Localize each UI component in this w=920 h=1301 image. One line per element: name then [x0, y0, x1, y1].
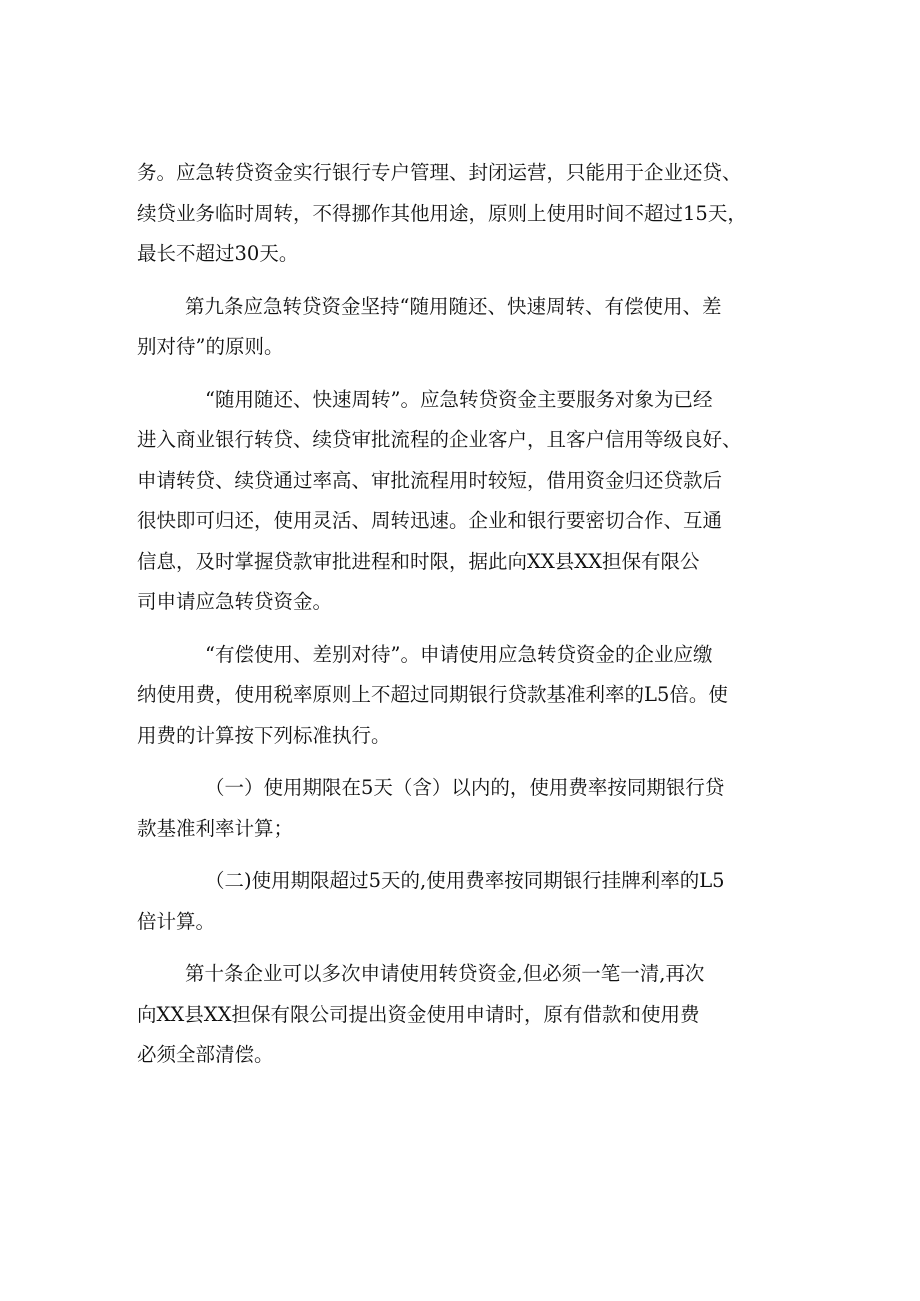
- text-line: 倍计算。: [137, 909, 216, 933]
- paragraph-item-2: [137, 861, 787, 942]
- document-body: [137, 153, 787, 1076]
- text-line: 向XX县XX担保有限公司提出资金使用申请时，原有借款和使用费: [137, 1002, 700, 1026]
- text-line: 别对待”的原则。: [137, 335, 284, 358]
- text-line: 申请转贷、续贷通过率高、审批流程用时较短，借用资金归还贷款后: [137, 468, 723, 492]
- paragraph-article-9: [137, 287, 787, 368]
- text-line: 必须全部清偿。: [137, 1043, 274, 1066]
- text-line: 最长不超过30天。: [137, 242, 299, 265]
- text-line: 第十条企业可以多次申请使用转贷资金,但必须一笔一清,再次: [185, 962, 705, 985]
- text-line: 款基准利率计算；: [137, 816, 294, 840]
- text-line: 进入商业银行转贷、续贷审批流程的企业客户，且客户信用等级良好、: [137, 428, 742, 451]
- text-line: 续贷业务临时周转，不得挪作其他用途，原则上使用时间不超过15天，: [137, 201, 747, 225]
- text-line: （一）使用期限在5天（含）以内的，使用费率按同期银行贷: [205, 776, 725, 799]
- paragraph-continuation: [137, 153, 787, 275]
- text-line: “随用随还、快速周转”。应急转贷资金主要服务对象为已经: [205, 387, 713, 411]
- text-line: 司申请应急转贷资金。: [137, 590, 333, 613]
- text-line: 务。应急转贷资金实行银行专户管理、封闭运营，只能用于企业还贷、: [137, 161, 742, 184]
- text-line: 用费的计算按下列标准执行。: [137, 723, 391, 747]
- paragraph-article-10: [137, 954, 787, 1076]
- text-line: “有偿使用、差别对待”。申请使用应急转贷资金的企业应缴: [205, 642, 713, 666]
- text-line: 纳使用费，使用税率原则上不超过同期银行贷款基准利率的L5倍。使: [137, 683, 728, 706]
- text-line: 很快即可归还，使用灵活、周转迅速。企业和银行要密切合作、互通: [137, 509, 723, 532]
- paragraph-paid-use: [137, 635, 787, 757]
- text-line: 信息，及时掌握贷款审批进程和时限，据此向XX县XX担保有限公: [137, 549, 700, 573]
- text-line: 第九条应急转贷资金坚持“随用随还、快速周转、有偿使用、差: [185, 294, 722, 318]
- paragraph-item-1: [137, 768, 787, 849]
- text-line: （二)使用期限超过5天的,使用费率按同期银行挂牌利率的L5: [205, 869, 725, 892]
- paragraph-quick-turnover: [137, 380, 787, 623]
